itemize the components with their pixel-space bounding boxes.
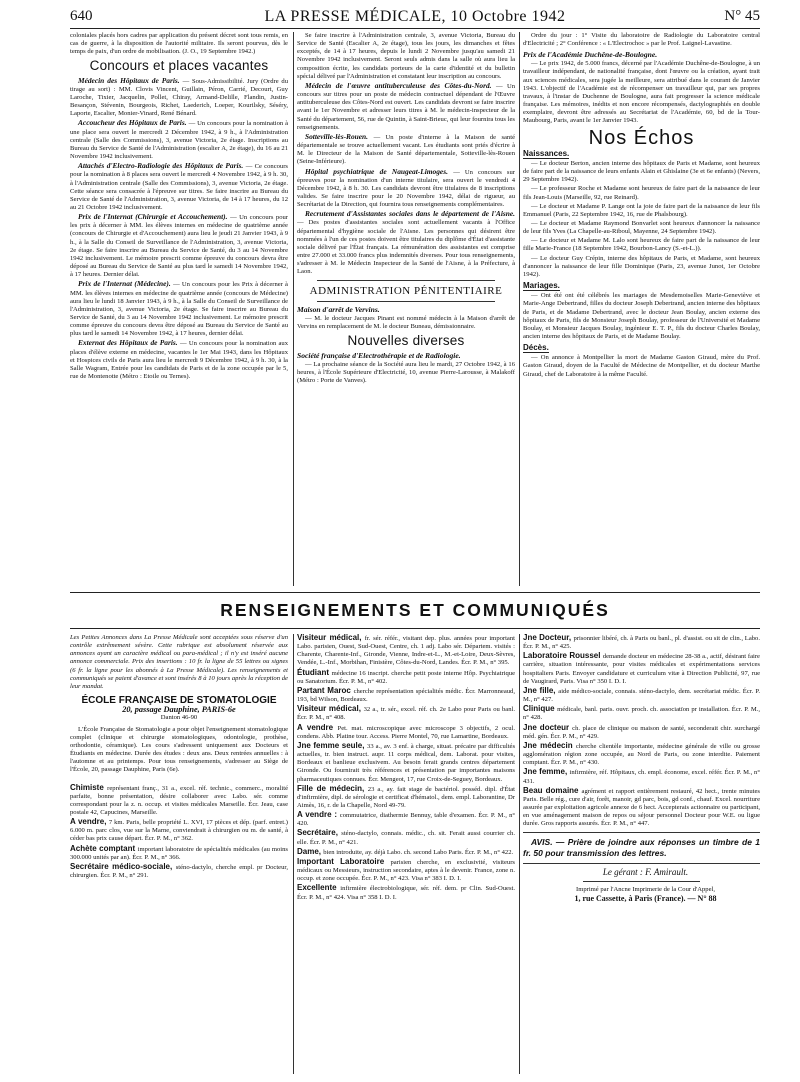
ad-heading: Visiteur médical, (297, 634, 365, 642)
ad-heading: Jne femme seule, (297, 740, 368, 750)
classified-ad (297, 705, 515, 722)
nouvelles-item-heading: Société française d'Electrothérapie et de Radiologie. (297, 351, 461, 361)
classified-ad (297, 742, 515, 784)
concours-item-heading: Accoucheur des Hôpitaux de Paris. (78, 118, 189, 128)
concours-item-text: — Un concours pour la nomination à une place sera ouvert le mercredi 2 Décembre 1942, à 9 h., à l'Administration centrale (Salle des Commissions), 3, avenue Victoria, 2e étage. Inscriptions au Bureau du Service de Santé de l'Administration (escalier A, 2e étage), du 16 au 21 Novembre 1942 inclusivement. (70, 120, 288, 161)
col2-item-heading: Hôpital psychiatrique de Naugeat-Limoges. (305, 166, 454, 176)
ad-text: bien introduite, ay. déjà Labo. ch. second Labo Paris. Écr. P. M., n° 422. (323, 848, 514, 856)
divider (583, 881, 700, 882)
concours-list (70, 77, 288, 382)
column-3 (523, 32, 760, 586)
classified-ad (523, 787, 760, 829)
ad-text: ch. place de clinique ou maison de santé, seconderait chir. surchargé méd. gén. Écr. P. M., n° 429. (523, 724, 760, 740)
col2-item (297, 210, 515, 276)
ecole-address: 20, passage Dauphine, PARIS-6e (122, 705, 236, 715)
ad-text: agrément et rapport entièrement restauré, 42 hect., trente minutes Paris. Belle rég., cure d'air, forêt, manoir, gd parc, bois, gd conf., chauf. Excel. nourriture assurée par exploitation agricole annexe de 6 hect. Accepterais actionnaire ou participant, en vue aménagement maison de repos ou séjour personnel Docteur pour W.E. ou ligue durée. Gros rapports assurés. Écr. P. M., n° 447. (523, 787, 760, 828)
ad-text: infirmière électrobiologique, sér. réf. dem. pr Clin. Sud-Ouest. Écr. P. M., n° 424. Visa n° 358 I. D. I. (297, 885, 515, 901)
classified-ad (297, 669, 515, 686)
naissance-entry: — Le docteur et Madame Raymond Bonvarlet sont heureux d'annoncer la naissance de leur fils Yves (La Chapelle-au-Riboul, Mayenne, 24 Septembre 1942). (523, 219, 760, 236)
concours-item-heading: Prix de l'Internat (Chirurgie et Accouchement). (78, 212, 231, 222)
ad-heading: Clinique (523, 704, 558, 714)
col2-item (297, 82, 515, 132)
ad-text: fr. sér. référ., visitant dep. plus. années pour important Labo. parisien, Ouest, Sud-Ouest, Centre, ch. 1 adj. Labo sér. Départem. visités : Charente, Charente-Inf., Gironde, Vienne, Indre-et-L., M.-et-Loire, Deux-Sèvres, Vendée, L.-Inf., Morbihan, Finistère, Côtes-du-Nord, Landes. Écr. P. M., n° 395. (297, 635, 515, 667)
concours-item-heading: Prix de l'Internat (Médecine). (78, 279, 174, 289)
col2-item-heading: Recrutement d'Assistantes sociales dans le département de l'Aisne. (305, 209, 515, 219)
ad-heading: Dame, (297, 846, 324, 856)
ad-heading: Achète comptant (70, 843, 138, 853)
column-1 (70, 32, 288, 586)
concours-item-heading: Attachés d'Electro-Radiologie des Hôpitaux de Paris. (78, 161, 246, 171)
divider (317, 301, 495, 302)
journal-title: LA PRESSE MÉDICALE, 10 Octobre 1942 (264, 8, 566, 25)
ads-column-3 (523, 634, 760, 1074)
classified-ad (70, 784, 288, 818)
ad-text: infirmière, réf. Hôpitaux, ch. empl. économe, excel. référ. Écr. P. M., n° 431. (523, 769, 760, 785)
ad-heading: Important Laboratoire (297, 856, 391, 866)
divider (523, 832, 760, 833)
concours-item-text: — Un concours pour les prix à décerner à MM. les élèves internes en médecine de quatrième année (concours de Chirurgie et d'Accouchement) aura lieu le jeudi 21 Janvier 1943, à 9 h., à la Salle du Conseil de Surveillance de l'Administration, 3, avenue Victoria, 2e étage. Se faire inscrire au Bureau du Service de Santé, du 3 au 14 Novembre 1942 inclusivement. Le mémoire prescrit comme épreuve du concours devra être déposé au Bureau du Service de Santé au plus tard le samedi 14 Novembre 1942, à 17 heures. Dernier délai. (70, 214, 288, 279)
ad-text: 33 a., av. 3 enf. à charge, situat. précaire par difficultés actuelles, tr. bien instruct. aupr. 11 corps médical, dem. Laborat. pour visites, Bordeaux et banlieue exclusivem. Au besoin ferait grands centres département Gironde. Ou fournirait très références et présentation par importantes maisons pharmaceutiques connues. Écr. Mengeot, 17, rue Croix-de-Seguey, Bordeaux. (297, 742, 515, 783)
ad-text: cherche clientèle importante, médecine générale de ville ou grosse agglomération région zone occupée, au Nord de Paris, ou zone interdite. Paiement comptant. Écr. P. M., n° 430. (523, 742, 760, 767)
divider (317, 280, 495, 281)
ad-heading: Jne femme, (523, 767, 570, 777)
concours-item (70, 339, 288, 381)
deces-heading: Décès. (523, 343, 549, 353)
ad-heading: Chimiste (70, 782, 108, 792)
column-divider (293, 634, 294, 1074)
ecole-phone: Danton 46-90 (160, 714, 198, 722)
classified-ad (523, 768, 760, 785)
classified-ad (297, 858, 515, 883)
section-rule (70, 592, 760, 593)
nouvelles-diverses-title: Nouvelles diverses (347, 333, 465, 348)
prix-academie-heading: Prix de l'Académie Duchêne-de-Boulogne. (523, 50, 658, 60)
mariages-heading: Mariages. (523, 281, 560, 291)
classified-ad (523, 634, 760, 651)
admin-penitentiaire-title: ADMINISTRATION PÉNITENTIAIRE (309, 284, 503, 297)
mariages-text: — Ont été ont été célébrés les mariages de Mesdemoiselles Marie-Geneviève et Marie-Ange Debertrand, filles du docteur Joseph Debertrand, ancien interne des hôpitaux de Paris, et de Madame Debertrand, avec le docteur Jean Boulay, ancien externe des hôpitaux de Paris, fils de Monsieur Joseph Boulay, professeur de l'Université et Madame Boulay, et Monsieur Jacques Boulay, ingénieur E. T. P., fils du docteur Charles Boulay, ancien interne des hôpitaux de Paris, et de Madame Boulay. (523, 292, 760, 340)
ad-text: parisien cherche, en exclusivité, visiteurs médicaux ou Messieurs, instruction secondaire, aptes à le devenir. France, zone n. occup. et zone occupée. Écr. P. M., n° 423. Visa n° 383 I. D. I. (297, 858, 515, 883)
naissance-entry: — Le docteur et Madame P. Lange ont la joie de faire part de la naissance de leur fils Emmanuel (Paris, 22 Septembre 1942, 16, rue de Phalsbourg). (523, 202, 760, 218)
deces-text: — On annonce à Montpellier la mort de Madame Gaston Giraud, mère du Prof. Gaston Giraud, doyen de la Faculté de Médecine de Montpellier, et du docteur Marthe Giraud, chef de Laboratoire à la même Faculté. (523, 354, 760, 378)
classified-ad (297, 848, 515, 857)
imprimeur-line-2: 1, rue Cassette, à Paris (France). — N° 88 (574, 893, 717, 903)
ad-text: 32 a., tr. sér., excel. réf. ch. 2e Labo pour Paris ou banl. Écr. P. M., n° 408. (297, 706, 515, 722)
classified-ad (523, 652, 760, 686)
classified-ad (297, 829, 515, 846)
concours-item (70, 162, 288, 212)
ad-heading: Beau domaine (523, 785, 582, 795)
col1-intro: coloniales placés hors cadres par application du présent décret sont tous remis, en cas de guerre, à la disposition de l'autorité militaire. Ils seront pourvus, dès le temps de paix, d'un ordre de mobilisation. (J. O., 19 Septembre 1942.) (70, 32, 288, 56)
ad-text: demande docteur en médecine 28-38 a., actif, désirant faire carrière, situation intéressante, pour visites médicales et expérimentations services hospitaliers Paris. Envoyer candidature et curriculum vitæ à Direction Publicité, 97, rue de Vaugirard, Paris. Visa n° 350 I. D. I. (523, 653, 760, 685)
col2-item-heading: Sotteville-lès-Rouen. (305, 131, 374, 141)
col2-item-text: — Des postes d'assistantes sociales sont actuellement vacants à l'Office départemental d'hygiène sociale de l'Aisne. Les personnes qui désirent être nommées à l'un de ces postes doivent être titulaires du diplôme d'État d'assistante sociale délivré par l'État français. La rémunération des assistantes est comprise entre 27.000 et 33.000 francs plus indemnités diverses. Pour tous renseignements, s'adresser à M. le Médecin Inspecteur de la Santé de l'Aisne, à la Préfecture, à Laon. (297, 219, 515, 276)
concours-item-heading: Médecin des Hôpitaux de Paris. (78, 75, 183, 85)
ad-text: médicale, banl. paris. ouvr. proch. ch. associatïon pr installation. Écr. P. M., n° 428. (523, 706, 760, 722)
column-divider (519, 32, 520, 586)
col2-intro: Se faire inscrire à l'Administration centrale, 3, avenue Victoria, Bureau du Service de Santé (Escalier A, 2e étage), tous les jours, les dimanches et fêtes exceptés, de 14 à 17 heures, depuis le lundi 2 Novembre jusqu'au samedi 21 Novembre 1942 inclusivement. Seront seuls admis dans la salle où aura lieu la composition écrite, les candidats porteurs de la carte d'identité et du bulletin spécial délivré par l'Administration et constatant leur inscription au concours. (297, 32, 515, 80)
ad-heading: A vendre (297, 722, 338, 732)
section-rule (70, 628, 760, 629)
col2-item-text: — Un poste d'interne à la Maison de santé départementale se trouve actuellement vacant. Les étudiants sont priés d'écrire à M. le Directeur de la Maison de Santé départementale, Sotteville-lès-Rouen (Seine-Inférieure). (297, 133, 515, 166)
ad-text: sténo-dactylo, connais. médic., ch. sit. Ferait aussi courrier ch. elle. Écr. P. M., n° 421. (297, 830, 515, 846)
column-divider (519, 634, 520, 1074)
ads-list-3 (523, 634, 760, 828)
imprimeur-line-1: Imprimé par l'Ancne Imprimerie de la Cour d'Appel, (576, 885, 715, 893)
classified-ad (70, 845, 288, 862)
ad-heading: Visiteur médical, (297, 704, 364, 714)
classified-ad (297, 884, 515, 901)
ad-heading: Secrétaire médico-sociale, (70, 861, 176, 871)
ads-list-1 (70, 784, 288, 881)
classified-ad (297, 687, 515, 704)
naissance-entry: — Le docteur Berton, ancien interne des hôpitaux de Paris et Madame, sont heureux de faire part de la naissance de leurs enfants Alain et Ghislaine (3e et 6e enfants) (Nevers, 29 Septembre 1942). (523, 159, 760, 184)
naissances-list (523, 160, 760, 279)
ad-heading: Jne Docteur, (523, 634, 574, 642)
concours-item (70, 213, 288, 279)
section-concours-title: Concours et places vacantes (89, 58, 269, 74)
classified-ad (297, 811, 515, 828)
gerant-line: Le gérant : F. Amirault. (602, 867, 689, 878)
col2-item-text: — Un concours sur épreuves pour la nomination d'un interne titulaire, sera ouvert le vendredi 4 Décembre 1942, à 8 h. 30. Les candidats devront être titulaires de 8 inscriptions valides. Se faire inscrire pour le 20 Novembre 1942, délai de rigueur, au Secrétariat de la Direction, qui fournira tous renseignements complémentaires. (297, 168, 515, 209)
classified-ad (523, 705, 760, 722)
col2-item-heading: Médecin de l'œuvre antituberculeuse des Côtes-du-Nord. (305, 80, 497, 90)
naissances-heading: Naissances. (523, 148, 570, 158)
ad-text: 7 km. Paris, belle propriété L. XVI, 17 pièces et dép. (parf. entret.) 6.000 m. parc clos, vue sur la Marne, conviendrait à chirurgien ou m. de santé, à céder bas prix cause départ. Écr. P. M., n° 362. (70, 819, 288, 843)
issue-number: N° 45 (724, 8, 760, 24)
ad-heading: Partant Maroc (297, 685, 354, 695)
ad-text: représentant franç., 31 a., excel. réf. technic., commerc., moralité parfaite, bonne présentation, désire collaborer avec Labo. sér. comme correspondant pour la z. n. occup. et visites médicales Marseille. Écr. Jeau, case postale 42, Capucines, Marseille. (70, 784, 288, 816)
divider (523, 863, 760, 864)
concours-item-text: — Ce concours pour la nomination à 8 places sera ouvert le mercredi 4 Novembre 1942, à 9 h. 30, à l'Administration centrale (Salle des Commissions), 3, avenue Victoria, 2e étage. Cette séance sera consacrée à l'épreuve sur titres. Se faire inscrire au Bureau du Service de Santé de l'Administration, 3, avenue Victoria, de 14 à 17 heures, du 12 au 21 Octobre 1942 inclusivement. (70, 163, 288, 211)
ad-text: commutatrice, diathermie Bennuy, table d'examen. Écr. P. M., n° 420. (297, 812, 515, 828)
ad-heading: A vendre : (297, 810, 340, 820)
avis-notice: AVIS. — Prière de joindre aux réponses un timbre de 1 fr. 50 pour transmission des lettres. (523, 837, 760, 859)
classified-ad (297, 724, 515, 741)
col2-item (297, 168, 515, 210)
ad-text: sténo-dactylo, cherche empl. pr Docteur, chirurgien. Écr. P. M., n° 291. (70, 863, 288, 880)
classified-ad (297, 785, 515, 810)
concours-item (70, 280, 288, 338)
ad-heading: Secrétaire, (297, 828, 342, 838)
ad-text: médecine 16 inscript. cherche petit poste interne Hôp. Psychiatrique ou Sanatorium. Écr. P. M., n° 402. (297, 669, 515, 685)
ad-heading: Étudiant (297, 667, 332, 677)
admin-item-text: — M. le docteur Jacques Pinant est nommé médecin à la Maison d'arrêt de Vervins en remplacement de M. le docteur Buneau, démissionnaire. (297, 314, 515, 330)
col2-item-text: — Un concours sur titres pour un poste de médecin contractuel dépendant de l'Œuvre antituberculeuse des Côtes-Nord est ouvert. Les candidats devront se faire inscrire avant le 1er Novembre et adresser leurs titres à M. le médecin-inspecteur de la Santé du département, 56, rue de Quintin, à Saint-Brieuc, qui leur fournira tous les renseignements. (297, 82, 515, 131)
concours-item (70, 77, 288, 119)
ad-text: 23 a., ay. fait stage de bactériol. posséd. dipl. d'État d'infirmière, dipl. de sérologie et certificat d'hématol., dem. empl. Laborantine, Dr Aimès, 16, r. de la Chapelle, Nord 49-79. (297, 785, 515, 809)
ad-heading: Laboratoire Roussel (523, 651, 603, 661)
ads-column-2 (297, 634, 515, 1074)
naissance-entry: — Le professeur Roche et Madame sont heureux de faire part de la naissance de leur fils Jean-Louis (Marseille, 92, rue Reinard). (523, 185, 760, 201)
column-divider (293, 32, 294, 586)
nouvelles-item-text: — La prochaine séance de la Société aura lieu le mardi, 27 Octobre 1942, à 16 heures, à l'École Supérieure d'Electricité, 10, avenue Pierre-Larousse, à Malakoff (Métro : Porte de Vanves). (297, 361, 515, 385)
classified-ad (523, 687, 760, 704)
page-header (70, 8, 760, 28)
ads-list-2 (297, 634, 515, 902)
ad-text: aide médico-sociale, connais. sténo-dactylo, dem. secrétariat médic. Écr. P. M., n° 427. (523, 687, 760, 704)
ad-heading: Jne fille, (523, 685, 559, 695)
concours-item-heading: Externat des Hôpitaux de Paris. (78, 338, 181, 348)
ad-text: prisonnier libéré, ch. à Paris ou banl., pl. d'assist. ou sit de clin., Labo. Écr. P. M., n° 425. (523, 635, 760, 651)
concours-item (70, 119, 288, 161)
ad-heading: Fille de médecin, (297, 783, 368, 793)
ad-heading: Excellente (297, 883, 341, 893)
page-number: 640 (70, 8, 93, 24)
prix-academie-text: — Le prix 1942, de 5.000 francs, décerné par l'Académie Duchêne-de-Boulogne, à un travailleur indépendant, de nationalité française, dont l'œuvre ou la création, ayant trait aux sciences médicales, sera jugée la meilleure, sera attribué dans le courant de Janvier 1943. L'objectif de l'Académie est de récompenser un travailleur qui, par ses propres travaux, à l'instar de Duchenne de Boulogne, aura fait progresser la science médicale française. Les mémoires, inédits et non encore récompensés, dactylographiés en double exemplaire, devront être adressés au Secrétariat de l'Académie, 60, bd de la Tour-Maubourg, Paris, avant le 1er Janvier 1943. (523, 60, 760, 125)
classified-ad (297, 634, 515, 668)
col2-list (297, 82, 515, 277)
ads-column-1 (70, 634, 288, 1074)
ad-heading: A vendre, (70, 817, 109, 827)
ad-heading: Jne docteur (523, 722, 573, 732)
col3-intro: Ordre du jour : 1° Visite du laboratoire de Radiologie du Laboratoire central d'Electricité ; 2° Conférence : « L'Electrochoc » par le Prof. Laignel-Lavastine. (523, 32, 760, 48)
concours-item-text: — Un concours pour les Prix à décerner à MM. les élèves internes en médecine de quatrième année (concours de Médecine) aura lieu le lundi 18 Janvier 1943, à 9 h., à la Salle du Conseil de Surveillance de l'Administration, 3, avenue Victoria, 2e étage. Se faire inscrire au Bureau du Service de Santé, du 3 au 14 Novembre 1942 inclusivement. Le mémoire prescrit comme épreuve du concours devra être déposé au Bureau du Service de Santé au plus tard le samedi 14 Novembre 1942, à 17 heures, dernier délai. (70, 281, 288, 338)
ecole-text: L'École Française de Stomatologie a pour objet l'enseignement stomatologique complet (clinique et chirurgie stomatologiques, odontologie, prothèse, orthodontie, céramique). Les cours s'adressent uniquement aux Docteurs et Étudiants en médecine. Durée des études : deux ans. Deux rentrées annuelles : à l'automne et au printemps. Pour tous renseignements, s'adresser au Siège de l'École, 20, passage Dauphine, Paris (6e). (70, 725, 288, 774)
column-2 (297, 32, 515, 586)
annonces-intro: Les Petites Annonces dans La Presse Médicale sont acceptées sous réserve d'un contrôle extrêmement sévère. Cette rubrique est absolument réservée aux annonces ayant un caractère médical ou para-médical ; il n'y est inséré aucune annonce commerciale. Prix des insertions : 10 fr. la ligne de 55 lettres ou signes (6 fr. la ligne pour les abonnés à La Presse Médicale). Les renseignements et communiqués se paient d'avance et sont insérés 8 à 10 jours après la réception de leur mandat. (70, 634, 288, 690)
classified-ad (70, 818, 288, 843)
col2-item (297, 133, 515, 167)
renseignements-title: RENSEIGNEMENTS ET COMMUNIQUÉS (220, 600, 610, 620)
naissance-entry: — Le docteur Guy Crépin, interne des hôpitaux de Paris, et Madame, sont heureux d'annoncer la naissance de leur fille Dominique (Paris, 23, avenue Junot, 1er Octobre 1942). (523, 254, 760, 278)
ecole-stomatologie-title: ÉCOLE FRANÇAISE DE STOMATOLOGIE (81, 695, 277, 707)
concours-item-text: — Un concours pour la nomination aux places d'élève externe en médecine, vacantes le 1er Mai 1943, dans les Hôpitaux et Hospices civils de Paris aura lieu le mercredi 9 Décembre 1942, à 9 h. 30, à la Salle Wagram, Entrée pour les candidats de Paris et de la zone occupée par le 5, rue de Montenotte (Métro : Etoile ou Ternes). (70, 340, 288, 381)
admin-item-heading: Maison d'arrêt de Vervins. (297, 304, 380, 314)
nos-echos-title: Nos Échos (588, 126, 695, 149)
ad-text: Pet. mat. microscopique avec microscope 3 objectifs, 2 ocul. condens. Abb. Platine tour. Access. Pierre Montel, 70, rue Lamartine, Bordeaux. (297, 724, 515, 740)
ad-text: important laboratoire de spécialités médicales (au moins 300.000 unités par an). Écr. P. M., n° 366. (70, 845, 288, 861)
ad-text: cherche représentation spécialités médic. Écr. Marronneaud, 193, bd Wilson, Bordeaux. (297, 687, 515, 704)
classified-ad (523, 724, 760, 741)
naissance-entry: — Le docteur et Madame M. Lalo sont heureux de faire part de la naissance de leur fille Marie-France (18 Septembre 1942, Bourbon-Lancy (S.-et-L.)). (523, 237, 760, 253)
ad-heading: Jne médecin (523, 740, 576, 750)
classified-ad (523, 742, 760, 767)
header-rule (70, 28, 760, 29)
classified-ad (70, 863, 288, 880)
concours-item-text: — Sous-Admissibilité. Jury (Ordre du tirage au sort) : MM. Clovis Vincent, Guillain, Péron, Carrié, Decourt, Guy Laroche, Tixier, Jacquelin, Pollet, Chiray, Armand-Delille, Flandin, Justin-Besançon, Stévenin, Bourgeois, Richet, Laederich, Loeper, Kourilsky, Séséry, Laporte, Escalier, Monier-Vinard, René Bénard. (70, 77, 288, 118)
